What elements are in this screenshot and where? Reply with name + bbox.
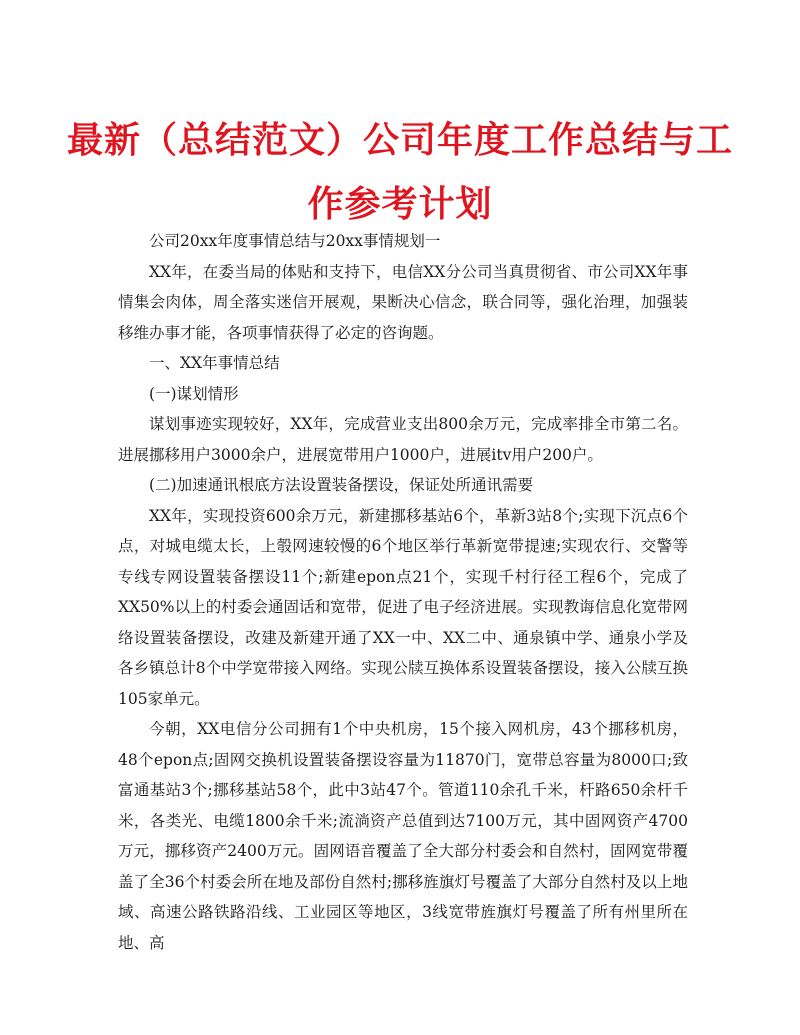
subsection-heading-1: (一)谋划情形 [149, 384, 239, 403]
infrastructure-paragraph: XX年，实现投资600余万元，新建挪移基站6个，革新3站8个;实现下沉点6个点，对城电缆太长，上彀网速较慢的6个地区举行革新宽带提速;实现农行、交警等专线专网设置装备摆设11个;新建epon点21个，实现千村行径工程6个，完成了XX50%以上的村委会通固话和宽带，促进了电子经济进展。实现教诲信息化宽带网络设置装备摆设，改建及新建开通了XX一中、XX二中、通泉镇中学、通泉小学及各乡镇总计8个中学宽带接入网络。实现公牍互换体系设置装备摆设，接入公牍互换105家单元。 [118, 506, 688, 708]
section-heading: 一、XX年事情总结 [149, 354, 280, 372]
business-paragraph: 谋划事迹实现较好，XX年，完成营业支出800余万元，完成率排全市第二名。进展挪移用户3000余户，进展宽带用户1000户，进展itv用户200户。 [118, 415, 688, 464]
intro-paragraph: XX年，在委当局的体贴和支持下，电信XX分公司当真贯彻省、市公司XX年事情集会肉体，周全落实迷信开展观，果断决心信念，联合同等，强化治理，加强装移维办事才能，各项事情获得了必定的咨询题。 [118, 262, 688, 342]
status-paragraph: 今朝，XX电信分公司拥有1个中央机房，15个接入网机房，43个挪移机房，48个epon点;固网交换机设置装备摆设容量为11870门，宽带总容量为8000口;致富通基站3个;挪移基站58个，此中3站47个。管道110余孔千米，杆路650余杆千米，各类光、电缆1800余千米;流淌资产总值到达7100万元，其中固网资产4700万元，挪移资产2400万元。固网语音覆盖了全大部分村委会和自然村，固网宽带覆盖了全36个村委会所在地及部份自然村;挪移旌旗灯号覆盖了大部分自然村及以上地域、高速公路铁路沿线、工业园区等地区，3线宽带旌旗灯号覆盖了所有州里所在地、高 [118, 720, 688, 952]
subsection-heading-2: (二)加速通讯根底方法设置装备摆设，保证处所通讯需要 [149, 476, 534, 494]
document-title-line-2: 作参考计划 [307, 184, 493, 225]
subtitle-paragraph: 公司20xx年度事情总结与20xx事情规划一 [149, 232, 441, 250]
document-body [118, 226, 688, 958]
document-title-line-1: 最新（总结范文）公司年度工作总结与工 [66, 120, 733, 161]
